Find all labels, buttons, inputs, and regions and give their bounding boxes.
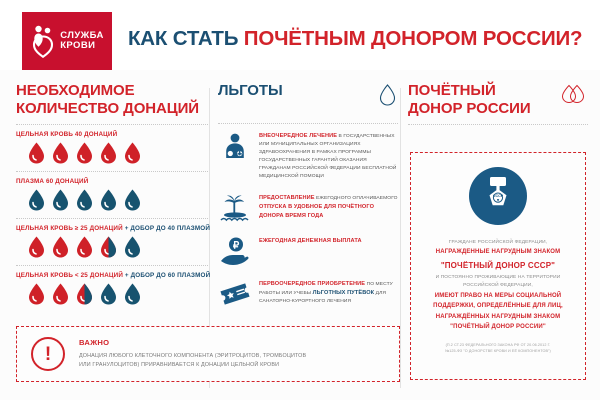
drop-icon-red [52, 283, 69, 305]
donation-label-red: ПЛАЗМА 60 ДОНАЦИЙ [16, 178, 89, 186]
drop-icon-red [124, 142, 141, 164]
drop-icon-blue [76, 189, 93, 211]
panel-line-9: "ПОЧЁТНЫЙ ДОНОР РОССИИ" [450, 324, 546, 331]
important-title: ВАЖНО [79, 337, 110, 347]
benefit-body-2: ДЛЯ САНАТОРНО-КУРОРТНОГО ЛЕЧЕНИЯ [259, 290, 387, 304]
donation-label-red: ЦЕЛЬНАЯ КРОВЬ < 25 ДОНАЦИЙ [16, 272, 124, 280]
hand-coin-ruble-icon [218, 235, 252, 267]
benefit-highlight-2: ЛЬГОТНЫХ ПУТЁВОК [312, 289, 375, 296]
column-donations [16, 82, 211, 307]
honorary-heading-line-2: ДОНОР РОССИИ [408, 99, 531, 117]
drop-icon-blue [124, 236, 141, 258]
benefit-body: В ГОСУДАРСТВЕННЫХ ИЛИ МУНИЦИПАЛЬНЫХ ОРГАНИЗАЦИЯХ ЗДРАВООХРАНЕНИЯ В РАМКАХ ПРОГРАММЫ ГОСУДАРСТВЕННЫХ ГАРАНТИЙ ОКАЗАНИЯ ГРАЖДАНАМ РОССИЙСКОЙ ФЕДЕРАЦИИ БЕСПЛАТНОЙ МЕДИЦИНСКОЙ ПОМОЩИ [259, 134, 397, 179]
benefit-highlight: ВНЕОЧЕРЕДНОЕ ЛЕЧЕНИЕ [259, 133, 338, 139]
benefit-text [259, 192, 398, 221]
honorary-panel-note [445, 343, 551, 355]
donations-heading [16, 82, 208, 117]
benefit-text [259, 235, 362, 246]
two-drops-outline-icon [560, 84, 586, 109]
panel-line-1: ГРАЖДАНЕ РОССИЙСКОЙ ФЕДЕРАЦИИ, [448, 240, 548, 245]
benefits-heading-wrap [218, 82, 398, 116]
divider [408, 124, 588, 125]
panel-line-7: ПОДДЕРЖКИ, ОПРЕДЕЛЁННЫЕ ДЛЯ ЛИЦ, [433, 303, 563, 310]
benefit-body: ПО МЕСТУ РАБОТЫ ИЛИ УЧЕБЫ [259, 281, 393, 296]
logo-line-2: КРОВИ [60, 40, 96, 51]
donation-row [16, 272, 211, 305]
logo-line-1: СЛУЖБА [60, 30, 104, 42]
drop-icon-half [76, 283, 93, 305]
donation-label-blue: + ДОБОР ДО 40 ПЛАЗМОЙ [122, 225, 211, 233]
drop-group [16, 236, 208, 258]
divider [16, 265, 208, 266]
divider [16, 218, 208, 219]
donations-heading-line-2: КОЛИЧЕСТВО ДОНАЦИЙ [16, 99, 199, 117]
benefit-highlight: ПЕРВООЧЕРЕДНОЕ ПРИОБРЕТЕНИЕ [259, 280, 366, 287]
column-benefits [218, 82, 398, 321]
drop-icon-red [76, 142, 93, 164]
drop-icon-red [52, 236, 69, 258]
drop-icon-red [76, 236, 93, 258]
panel-line-6: ИМЕЮТ ПРАВО НА МЕРЫ СОЦИАЛЬНОЙ [434, 292, 562, 299]
panel-line-2: НАГРАЖДЕННЫЕ НАГРУДНЫМ ЗНАКОМ [435, 249, 561, 256]
drop-icon-blue [100, 189, 117, 211]
ticket-icon [218, 278, 252, 310]
divider [218, 123, 398, 124]
page-title-blue: КАК СТАТЬ [128, 27, 244, 50]
benefits-heading: ЛЬГОТЫ [218, 82, 283, 99]
benefit-item [218, 278, 398, 310]
important-body [79, 352, 306, 371]
svg-text:♥: ♥ [496, 197, 500, 203]
medal-ussr-icon [469, 167, 527, 225]
benefit-item [218, 130, 398, 181]
header [0, 0, 600, 70]
panel-line-3: "ПОЧЁТНЫЙ ДОНОР СССР" [440, 260, 556, 270]
drop-group [16, 142, 208, 164]
benefit-highlight: ПРЕДОСТАВЛЕНИЕ [259, 194, 315, 201]
divider [16, 171, 208, 172]
drop-icon-blue [100, 283, 117, 305]
panel-line-5: РОССИЙСКОЙ ФЕДЕРАЦИИ, [463, 283, 533, 289]
blood-drop-outline-icon [379, 84, 396, 111]
page-title-red: ПОЧЁТНЫМ ДОНОРОМ РОССИИ? [243, 27, 583, 50]
donation-label-blue: + ДОБОР ДО 60 ПЛАЗМОЙ [123, 272, 211, 280]
donation-row [16, 178, 208, 211]
svg-text:СССР: СССР [492, 194, 504, 199]
drop-icon-blue [52, 189, 69, 211]
donation-row [16, 225, 211, 258]
blood-service-heart-icon [30, 24, 56, 58]
donation-row [16, 131, 208, 164]
column-honorary-donor [408, 82, 588, 131]
benefit-item [218, 192, 398, 224]
donations-heading-line-1: НЕОБХОДИМОЕ [16, 82, 135, 99]
benefit-text [259, 278, 398, 306]
drop-icon-red [28, 142, 45, 164]
honorary-heading-wrap [408, 82, 588, 117]
page-title [128, 27, 582, 51]
drop-icon-blue [28, 189, 45, 211]
logo-blood-service [22, 12, 112, 70]
drop-icon-red [100, 142, 117, 164]
drop-icon-red [52, 142, 69, 164]
panel-note-2: №125-ФЗ "О ДОНОРСТВЕ КРОВИ И ЕЁ КОМПОНЕНТОВ") [445, 348, 551, 353]
drop-group [16, 189, 208, 211]
exclamation-circle-icon [31, 337, 65, 371]
donations-heading-wrap [16, 82, 208, 117]
donation-row-label [16, 178, 208, 185]
panel-line-8: НАГРАЖДЁННЫХ НАГРУДНЫМ ЗНАКОМ [435, 313, 561, 320]
panel-note-1: (П.2 СТ.23 ФЕДЕРАЛЬНОГО ЗАКОНА РФ ОТ 20.06.2012 Г. [445, 342, 551, 347]
honorary-panel-text [433, 239, 563, 333]
logo-text [60, 31, 104, 51]
important-line-2: ИЛИ ГРАНУЛОЦИТОВ) ПРИРАВНИВАЕТСЯ К ДОНАЦИИ ЦЕЛЬНОЙ КРОВИ [79, 362, 280, 368]
benefit-body: ЕЖЕГОДНОГО ОПЛАЧИВАЕМОГО [314, 195, 398, 201]
drop-icon-blue [124, 189, 141, 211]
drop-icon-blue [124, 283, 141, 305]
donation-row-label [16, 131, 208, 138]
important-line-1: ДОНАЦИЯ ЛЮБОГО КЛЕТОЧНОГО КОМПОНЕНТА (ЭРИТРОЦИТОВ, ТРОМБОЦИТОВ [79, 352, 307, 359]
svg-text:₽: ₽ [232, 240, 240, 252]
doctor-icon [218, 130, 252, 162]
benefit-text [259, 130, 398, 181]
donation-row-label [16, 272, 211, 280]
benefit-highlight-2: ОТПУСКА В УДОБНОЕ ДЛЯ ПОЧЁТНОГО ДОНОРА ВРЕМЯ ГОДА [259, 203, 375, 219]
drop-icon-half [100, 236, 117, 258]
important-content [79, 338, 306, 371]
donation-row-label [16, 225, 211, 233]
drop-group [16, 283, 208, 305]
exclamation-glyph: ! [44, 343, 52, 365]
drop-icon-red [28, 283, 45, 305]
donation-label-red: ЦЕЛЬНАЯ КРОВЬ ≥ 25 ДОНАЦИЙ [16, 225, 123, 233]
panel-line-4: И ПОСТОЯННО ПРОЖИВАЮЩИЕ НА ТЕРРИТОРИИ [435, 274, 561, 280]
benefit-item [218, 235, 398, 267]
palm-island-icon [218, 192, 252, 224]
drop-icon-red [28, 236, 45, 258]
honorary-heading-line-1: ПОЧЁТНЫЙ [408, 82, 496, 99]
honorary-donor-panel [410, 152, 586, 380]
divider [16, 124, 208, 125]
important-notice [16, 326, 400, 382]
column-divider-2 [400, 88, 401, 388]
donation-label-red: ЦЕЛЬНАЯ КРОВЬ 40 ДОНАЦИЙ [16, 131, 118, 139]
benefit-highlight: ЕЖЕГОДНАЯ ДЕНЕЖНАЯ ВЫПЛАТА [259, 237, 362, 244]
